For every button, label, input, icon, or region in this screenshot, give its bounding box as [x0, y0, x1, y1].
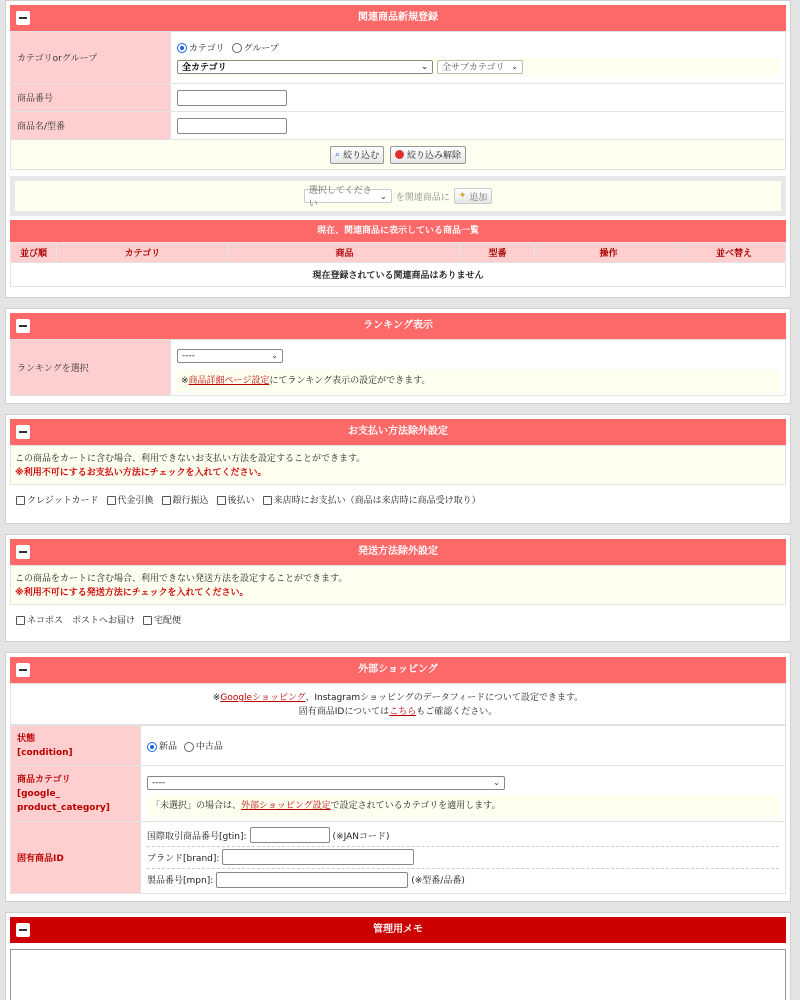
- product-detail-settings-link[interactable]: 商品詳細ページ設定: [188, 375, 270, 386]
- mpn-input[interactable]: [216, 872, 408, 888]
- related-panel-header: [10, 5, 786, 31]
- related-list-header: 現在、関連商品に表示している商品一覧: [10, 220, 786, 242]
- chevron-down-icon: ⌄: [511, 62, 518, 71]
- google-category-label: 商品カテゴリ [google_ product_category]: [11, 766, 141, 822]
- product-number-input[interactable]: [177, 90, 287, 106]
- gtin-input[interactable]: [250, 827, 330, 843]
- external-intro: ※Googleショッピング、Instagramショッピングのデータフィードについて設定できます。 固有商品IDについてはこちらもご確認ください。: [10, 683, 786, 725]
- radio-group[interactable]: [232, 43, 242, 53]
- related-search-form: [10, 31, 786, 170]
- payment-option-deferred[interactable]: 後払い: [217, 493, 255, 506]
- collapse-icon[interactable]: [16, 11, 30, 25]
- ranking-select[interactable]: ---- ⌄: [177, 349, 283, 363]
- col-product: 商品: [229, 243, 461, 263]
- filter-buttons-row: [11, 140, 786, 170]
- magnifier-icon: ⌕: [335, 149, 341, 160]
- action-text: を関連商品に: [395, 192, 450, 203]
- external-shopping-settings-link[interactable]: 外部ショッピング設定: [241, 800, 331, 811]
- category-group-label: カテゴリorグループ: [11, 32, 171, 84]
- chevron-down-icon: ⌄: [271, 351, 278, 360]
- category-group-value: カテゴリ グループ 全カテゴリ ⌄ 全サブカテゴリ ⌄: [171, 32, 786, 84]
- gtin-row: 国際取引商品番号[gtin]: (※JANコード): [147, 825, 779, 847]
- add-button[interactable]: ✦ 追加: [454, 188, 493, 204]
- memo-textarea[interactable]: [10, 949, 786, 1000]
- google-category-select[interactable]: ---- ⌄: [147, 776, 505, 790]
- product-name-input[interactable]: [177, 118, 287, 134]
- payment-option-credit[interactable]: クレジットカード: [16, 493, 99, 506]
- ranking-panel-header: ランキング表示: [10, 313, 786, 339]
- collapse-icon[interactable]: [16, 319, 30, 333]
- radio-used[interactable]: [184, 742, 194, 752]
- condition-label: 状態 [condition]: [11, 726, 141, 766]
- related-products-panel: [5, 0, 791, 298]
- payment-options: [10, 485, 786, 513]
- col-category: カテゴリ: [57, 243, 229, 263]
- ranking-panel: [5, 308, 791, 404]
- col-action: 操作: [535, 243, 683, 263]
- subcategory-select[interactable]: 全サブカテゴリ ⌄: [437, 60, 523, 74]
- product-number-label: 商品番号: [11, 84, 171, 112]
- payment-description: この商品をカートに含む場合、利用できないお支払い方法を設定することができます。 ※利用不可にするお支払い方法にチェックを入れてください。: [10, 445, 786, 485]
- clear-filter-button[interactable]: 絞り込み解除: [390, 146, 466, 164]
- shipping-options: [10, 605, 786, 633]
- related-panel-title: 関連商品新規登録: [358, 12, 438, 23]
- admin-memo-panel: [5, 912, 791, 1000]
- radio-category[interactable]: [177, 43, 187, 53]
- empty-message: 現在登録されている関連商品はありません: [11, 263, 786, 287]
- ranking-note: ※商品詳細ページ設定にてランキング表示の設定ができます。: [177, 369, 779, 393]
- col-sort: 並べ替え: [683, 243, 786, 263]
- collapse-icon[interactable]: [16, 425, 30, 439]
- collapse-icon[interactable]: [16, 923, 30, 937]
- external-panel-header: 外部ショッピング: [10, 657, 786, 683]
- payment-option-bank[interactable]: 銀行振込: [162, 493, 209, 506]
- unique-id-label: 固有商品ID: [11, 822, 141, 894]
- chevron-down-icon: ⌄: [421, 62, 428, 71]
- filter-button[interactable]: ⌕ 絞り込む: [330, 146, 384, 164]
- category-select[interactable]: 全カテゴリ ⌄: [177, 60, 433, 74]
- brand-row: ブランド[brand]:: [147, 847, 779, 869]
- product-id-help-link[interactable]: こちら: [389, 707, 417, 717]
- col-model: 型番: [461, 243, 535, 263]
- google-category-note: 「未選択」の場合は、外部ショッピング設定で設定されているカテゴリを適用します。: [147, 795, 779, 817]
- wand-icon: ✦: [458, 191, 467, 201]
- add-related-bar: [10, 176, 786, 216]
- col-order: 並び順: [11, 243, 57, 263]
- brand-input[interactable]: [222, 849, 414, 865]
- google-shopping-link[interactable]: Googleショッピング: [220, 693, 306, 703]
- shipping-description: この商品をカートに含む場合、利用できない発送方法を設定することができます。 ※利用不可にする発送方法にチェックを入れてください。: [10, 565, 786, 605]
- shipping-panel-header: 発送方法除外設定: [10, 539, 786, 565]
- payment-exclusion-panel: [5, 414, 791, 524]
- payment-option-cod[interactable]: 代金引換: [107, 493, 154, 506]
- radio-new[interactable]: [147, 742, 157, 752]
- external-shopping-panel: 外部ショッピング ※Googleショッピング、Instagramショッピングのデータフィードについて設定できます。 固有商品IDについてはこちらもご確認ください。 状態 [condition] 新品 中古品 商品カテゴリ [google_ product_category] ---- ⌄ 「未選択」の場合は、外部ショッピング設定で設定されているカテゴリを適用します。 固有商品ID 国際取引商品番号[gtin]: (※JANコード) ブランド[brand]: 製品番号[mpn]: (※型番/品番): [5, 652, 791, 902]
- chevron-down-icon: ⌄: [493, 778, 500, 787]
- payment-option-instore[interactable]: 来店時にお支払い（商品は来店時に商品受け取り）: [263, 493, 481, 506]
- shipping-option-nekopos[interactable]: ネコポス ポストへお届け: [16, 613, 135, 626]
- collapse-icon[interactable]: [16, 545, 30, 559]
- shipping-option-takuhaibin[interactable]: 宅配便: [143, 613, 181, 626]
- product-name-label: 商品名/型番: [11, 112, 171, 140]
- mpn-row: 製品番号[mpn]: (※型番/品番): [147, 869, 779, 891]
- clear-icon: [395, 150, 404, 159]
- memo-panel-header: 管理用メモ: [10, 917, 786, 943]
- payment-panel-header: お支払い方法除外設定: [10, 419, 786, 445]
- shipping-exclusion-panel: [5, 534, 791, 642]
- chevron-down-icon: ⌄: [380, 191, 387, 201]
- action-select[interactable]: 選択してください ⌄: [304, 189, 392, 203]
- ranking-label: ランキングを選択: [11, 340, 171, 396]
- related-list-table: [10, 242, 786, 287]
- collapse-icon[interactable]: [16, 663, 30, 677]
